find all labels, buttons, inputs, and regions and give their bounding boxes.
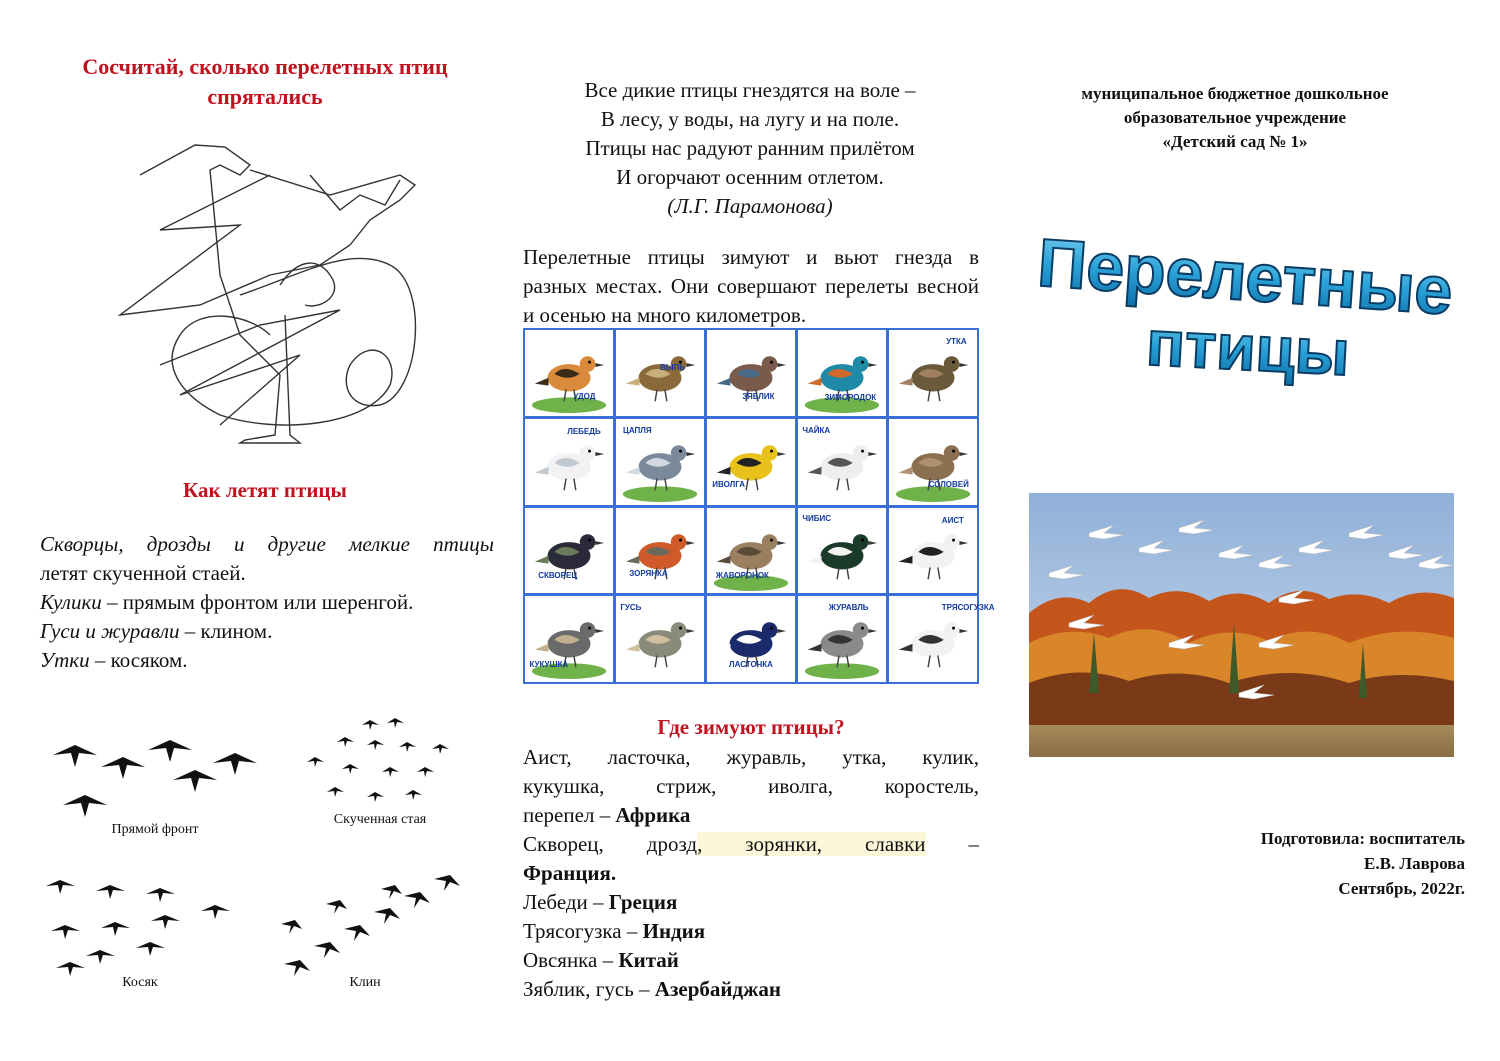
bird-icon — [707, 419, 795, 505]
credits — [1160, 826, 1465, 901]
bird-card — [616, 330, 704, 416]
org-line: муниципальное бюджетное дошкольное — [1081, 84, 1389, 103]
intro-paragraph: Перелетные птицы зимуют и вьют гнезда в разных местах. Они совершают перелеты весной и осенью на много километров. — [523, 245, 979, 327]
bird-label: ГУСЬ — [620, 603, 642, 613]
bird-label: ТРЯСОГУЗКА — [941, 603, 995, 613]
bird-label: ЗОРЯНКА — [629, 569, 668, 579]
flight-patterns-title: Как летят птицы — [183, 478, 347, 502]
bird-icon — [525, 596, 613, 682]
bird-card — [889, 330, 977, 416]
wintering-title: Где зимуют птицы? — [657, 715, 845, 739]
bird-icon — [889, 419, 977, 505]
wintering-line-azerbaijan: Зяблик, гусь – Азербайджан — [523, 977, 781, 1001]
bird-label: ЖАВОРОНОК — [715, 570, 769, 580]
bird-picture-grid — [523, 328, 995, 684]
flock-wedge-label: Клин — [349, 975, 381, 990]
hidden-birds-puzzle-illustration — [100, 135, 450, 450]
bird-icon — [707, 330, 795, 416]
credits-role: Подготовила: воспитатель — [1260, 829, 1465, 848]
org-line: «Детский сад № 1» — [1162, 132, 1308, 151]
flock-cluster-icon — [295, 712, 465, 812]
org-line: образовательное учреждение — [1123, 108, 1347, 127]
flight-line-waders: Кулики – прямым фронтом или шеренгой. — [40, 590, 414, 614]
poem — [520, 76, 980, 221]
title-line-2: птицы — [1144, 306, 1352, 390]
credits-author: Е.В. Лаврова — [1364, 854, 1465, 873]
bird-label: ВЫПЬ — [660, 362, 686, 372]
bird-card — [798, 508, 886, 594]
bird-card — [525, 419, 613, 505]
credits-date: Сентябрь, 2022г. — [1338, 879, 1465, 898]
bird-card — [707, 508, 795, 594]
bird-label: СКВОРЕЦ — [538, 570, 578, 580]
puzzle-title: Сосчитай, сколько перелетных птиц спрятались — [82, 54, 448, 109]
bird-label: ИВОЛГА — [712, 480, 746, 490]
bird-card — [616, 508, 704, 594]
poem-line: Птицы нас радуют ранним прилётом — [585, 136, 915, 160]
flock-echelon-icon — [40, 870, 240, 975]
flock-wedge-icon — [270, 870, 460, 975]
bird-label: КУКУШКА — [529, 659, 569, 669]
poem-line: В лесу, у воды, на лугу и на поле. — [600, 107, 900, 131]
bird-label: АИСТ — [941, 516, 964, 526]
flock-echelon-diagram — [40, 870, 240, 991]
flock-front-icon — [45, 725, 265, 820]
wintering-line-india: Трясогузка – Индия — [523, 919, 706, 943]
bird-card — [707, 596, 795, 682]
bird-card — [616, 596, 704, 682]
poem-line: Все дикие птицы гнездятся на воле – — [584, 78, 916, 102]
bird-label: ЧИБИС — [802, 514, 832, 524]
bird-icon — [525, 330, 613, 416]
flock-cluster-label: Скученная стая — [333, 812, 427, 827]
swans-over-forest-photo — [1029, 493, 1454, 757]
bird-icon — [616, 508, 704, 594]
bird-label: СОЛОВЕЙ — [928, 480, 969, 490]
bird-card — [889, 419, 977, 505]
flock-front-label: Прямой фронт — [111, 822, 199, 837]
bird-label: ЛЕБЕДЬ — [567, 427, 601, 437]
flight-line-small-birds: Скворцы, дрозды и другие мелкие птицы — [40, 532, 494, 556]
poem-author: (Л.Г. Парамонова) — [667, 194, 833, 218]
bird-label: ЖУРАВЛЬ — [828, 603, 869, 613]
poem-line: И огорчают осенним отлетом. — [616, 165, 884, 189]
flight-line-geese: Гуси и журавли – клином. — [40, 619, 273, 643]
bird-card — [707, 419, 795, 505]
bird-card — [525, 330, 613, 416]
bird-card — [798, 596, 886, 682]
bird-label: ЗИМОРОДОК — [824, 393, 877, 403]
wintering-line-starling: Скворец, дрозд, зорянки, славки – — [523, 832, 979, 856]
wintering-list — [523, 743, 979, 1004]
bird-label: ЧАЙКА — [802, 425, 831, 435]
organization-name — [1030, 82, 1440, 154]
brochure-title-wordart — [1020, 224, 1480, 400]
bird-icon — [707, 596, 795, 682]
bird-icon — [707, 508, 795, 594]
bird-label: ЛАСТОЧКА — [729, 659, 773, 669]
bird-icon — [616, 330, 704, 416]
bird-card — [889, 596, 995, 682]
bird-card — [525, 508, 613, 594]
wintering-line: кукушка, стриж, иволга, коростель, — [523, 774, 979, 798]
wintering-line: Аист, ласточка, журавль, утка, кулик, — [523, 745, 979, 769]
flock-cluster-diagram — [295, 712, 465, 828]
wintering-line-africa: перепел – Африка — [523, 803, 691, 827]
bird-label: ЗЯБЛИК — [742, 391, 775, 401]
bird-card — [798, 330, 886, 416]
bird-card — [798, 419, 886, 505]
wintering-line-france: Франция. — [523, 861, 617, 885]
bird-card — [525, 596, 613, 682]
bird-label: ЦАПЛЯ — [623, 425, 652, 435]
flight-line-cluster: летят скученной стаей. — [40, 561, 246, 585]
wintering-line-greece: Лебеди – Греция — [523, 890, 678, 914]
bird-card — [707, 330, 795, 416]
flock-wedge-diagram — [270, 870, 460, 991]
bird-icon — [798, 330, 886, 416]
flock-echelon-label: Косяк — [122, 975, 158, 990]
flight-patterns-text — [40, 530, 494, 675]
bird-card — [616, 419, 704, 505]
wintering-line-china: Овсянка – Китай — [523, 948, 679, 972]
title-line-1: Перелетные — [1035, 224, 1456, 330]
bird-label: УТКА — [946, 336, 967, 346]
bird-card — [889, 508, 977, 594]
flock-front-diagram — [45, 725, 265, 838]
bird-icon — [525, 508, 613, 594]
bird-label: УДОД — [573, 391, 596, 401]
flight-line-ducks: Утки – косяком. — [40, 648, 188, 672]
